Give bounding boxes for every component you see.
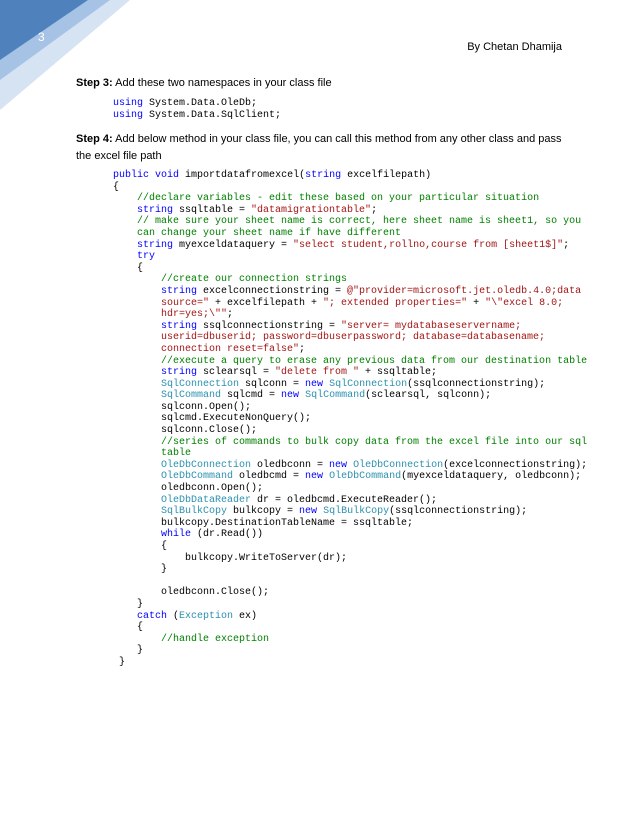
step4-label: Step 4: xyxy=(76,133,113,145)
code-token: { xyxy=(137,622,144,634)
code-token: } xyxy=(113,656,126,668)
code-token: ssqltable = xyxy=(173,204,252,216)
code-token: excelfilepath) xyxy=(341,170,432,181)
step3-text: Add these two namespaces in your class file xyxy=(112,77,332,89)
code-token: public xyxy=(113,170,150,181)
code-token: //series of commands to bulk copy data from the excel file into our sql xyxy=(161,436,588,448)
code-token: void xyxy=(155,170,180,181)
code-token: bulkcopy.WriteToServer(dr); xyxy=(185,552,348,564)
code-line xyxy=(113,576,587,588)
code-line xyxy=(113,553,587,565)
code-token: excelconnectionstring = xyxy=(197,285,348,297)
code-token: // make sure your sheet name is correct, here sheet name is sheet1, so you xyxy=(137,216,582,228)
code-token: sqlcmd.ExecuteNonQuery(); xyxy=(161,413,312,425)
code-token: "datamigrationtable" xyxy=(251,204,372,216)
code-token: connection reset=false" xyxy=(161,343,300,355)
code-line xyxy=(113,251,587,263)
code-token: hdr=yes;\"" xyxy=(161,309,228,321)
code-token: Exception xyxy=(179,610,234,622)
code-line xyxy=(113,657,587,669)
code-line xyxy=(113,529,587,541)
code-token: new xyxy=(281,390,300,402)
code-line xyxy=(113,367,587,379)
code-line xyxy=(113,506,587,518)
code-line xyxy=(113,437,587,449)
code-line xyxy=(113,205,587,217)
code-token: string xyxy=(161,320,198,332)
code-token: System.Data.OleDb; xyxy=(143,98,258,109)
code-line xyxy=(113,495,587,507)
code-token: SqlBulkCopy xyxy=(161,506,228,518)
code-token: (sclearsql, sqlconn); xyxy=(365,390,492,402)
code-line xyxy=(113,483,587,495)
code-line xyxy=(113,110,281,122)
code-token: catch xyxy=(137,610,168,622)
code-line xyxy=(113,170,587,182)
code-line xyxy=(113,274,587,286)
code-token: string xyxy=(161,285,198,297)
code-token: string xyxy=(137,204,174,216)
code-token: SqlCommand xyxy=(161,390,222,402)
code-token: string xyxy=(137,239,174,251)
code-token: ssqlconnectionstring = xyxy=(197,320,342,332)
code-token: } xyxy=(137,645,144,657)
code-line xyxy=(113,390,587,402)
code-line xyxy=(113,634,587,646)
code-token: while xyxy=(161,529,192,541)
step4-paragraph xyxy=(76,131,566,165)
code-token: "select student,rollno,course from [sheet1$]" xyxy=(293,239,564,251)
code-line xyxy=(113,263,587,275)
code-line xyxy=(113,193,587,205)
code-token: sqlconn = xyxy=(239,378,306,390)
code-line xyxy=(113,332,587,344)
code-token: string xyxy=(161,367,198,379)
code-token: bulkcopy = xyxy=(227,506,300,518)
code-token: bulkcopy.DestinationTableName = ssqltable; xyxy=(161,517,414,529)
code-token: SqlCommand xyxy=(305,390,366,402)
code-token: new xyxy=(305,378,324,390)
code-token: ( xyxy=(167,610,180,622)
method-code-block xyxy=(113,170,587,669)
code-line xyxy=(113,448,587,460)
code-token: //declare variables - edit these based on your particular situation xyxy=(137,193,540,205)
code-token: myexceldataquery = xyxy=(173,239,294,251)
code-token: "server= mydatabaseservername; xyxy=(341,320,522,332)
code-line xyxy=(113,240,587,252)
namespace-code-block xyxy=(113,98,281,122)
code-line xyxy=(113,298,587,310)
code-line xyxy=(113,587,587,599)
code-line xyxy=(113,216,587,228)
code-token: sqlcmd = xyxy=(221,390,282,402)
code-line xyxy=(113,599,587,611)
code-line xyxy=(113,471,587,483)
code-token: OleDbCommand xyxy=(161,471,234,483)
code-token: can change your sheet name if have different xyxy=(137,227,402,239)
code-token: oledbconn.Open(); xyxy=(161,483,264,495)
code-token: //execute a query to erase any previous data from our destination table xyxy=(161,355,588,367)
page-number: 3 xyxy=(38,30,45,44)
code-line xyxy=(113,402,587,414)
code-token: //create our connection strings xyxy=(161,274,348,286)
code-token: using xyxy=(113,98,144,109)
code-token: ; xyxy=(563,239,570,251)
code-line xyxy=(113,460,587,472)
code-line xyxy=(113,413,587,425)
code-token: ; xyxy=(371,204,378,216)
corner-decoration xyxy=(0,0,130,110)
code-line xyxy=(113,518,587,530)
code-token: OleDbConnection xyxy=(161,459,252,471)
code-token: } xyxy=(161,564,168,576)
code-token: @"provider=microsoft.jet.oledb.4.0;data xyxy=(347,285,582,297)
code-token: new xyxy=(329,459,348,471)
code-token: oledbconn = xyxy=(251,459,330,471)
code-token: table xyxy=(161,448,192,460)
code-token: + ssqltable; xyxy=(359,367,438,379)
code-line xyxy=(113,541,587,553)
code-token: oledbcmd = xyxy=(233,471,306,483)
code-line xyxy=(113,645,587,657)
code-line xyxy=(113,622,587,634)
code-line xyxy=(113,564,587,576)
code-line xyxy=(113,356,587,368)
code-token: sclearsql = xyxy=(197,367,276,379)
step3-label: Step 3: xyxy=(76,77,113,89)
step3-paragraph xyxy=(76,75,566,92)
code-token: SqlConnection xyxy=(161,378,240,390)
code-token: ex) xyxy=(233,610,258,622)
code-token: { xyxy=(113,181,120,193)
code-token: new xyxy=(305,471,324,483)
code-token: string xyxy=(305,170,342,181)
code-token: oledbconn.Close(); xyxy=(161,587,270,599)
code-token: + excelfilepath + xyxy=(209,297,324,309)
code-token: source=" xyxy=(161,297,210,309)
code-line xyxy=(113,98,281,110)
code-line xyxy=(113,182,587,194)
code-line xyxy=(113,611,587,623)
code-token: (dr.Read()) xyxy=(191,529,264,541)
code-token: { xyxy=(161,541,168,552)
code-token: System.Data.SqlClient; xyxy=(143,110,282,121)
code-token: + xyxy=(467,297,486,309)
code-token: importdatafromexcel( xyxy=(179,170,306,181)
code-token: "; extended properties=" xyxy=(323,297,468,309)
code-token: OleDbDataReader xyxy=(161,494,252,506)
code-token: //handle exception xyxy=(161,633,270,645)
code-token: try xyxy=(137,251,156,263)
code-token: (myexceldataquery, oledbconn); xyxy=(401,471,582,483)
code-line xyxy=(113,425,587,437)
code-token: "delete from " xyxy=(275,367,360,379)
code-token: { xyxy=(137,262,144,274)
code-line xyxy=(113,379,587,391)
code-token: } xyxy=(137,598,144,610)
code-token: (excelconnectionstring); xyxy=(443,459,588,471)
code-token: ; xyxy=(299,343,306,355)
code-line xyxy=(113,228,587,240)
code-token: sqlconn.Close(); xyxy=(161,425,258,437)
code-token: ; xyxy=(227,309,234,321)
code-token: OleDbConnection xyxy=(353,459,444,471)
code-line xyxy=(113,321,587,333)
code-line xyxy=(113,286,587,298)
code-token: (ssqlconnectionstring); xyxy=(389,506,528,518)
code-token: (ssqlconnectionstring); xyxy=(407,378,546,390)
code-token: using xyxy=(113,110,144,121)
code-token: SqlConnection xyxy=(329,378,408,390)
code-token: SqlBulkCopy xyxy=(323,506,390,518)
code-token: OleDbCommand xyxy=(329,471,402,483)
code-token: new xyxy=(299,506,318,518)
step4-text: Add below method in your class file, you can call this method from any other class and pass the excel file path xyxy=(76,133,562,162)
code-token: "\"excel 8.0; xyxy=(485,297,564,309)
code-line xyxy=(113,309,587,321)
code-token: dr = oledbcmd.ExecuteReader(); xyxy=(251,494,438,506)
author-name: By Chetan Dhamija xyxy=(467,41,562,53)
code-line xyxy=(113,344,587,356)
code-token: userid=dbuserid; password=dbuserpassword; database=databasename; xyxy=(161,332,546,344)
code-token: sqlconn.Open(); xyxy=(161,401,252,413)
